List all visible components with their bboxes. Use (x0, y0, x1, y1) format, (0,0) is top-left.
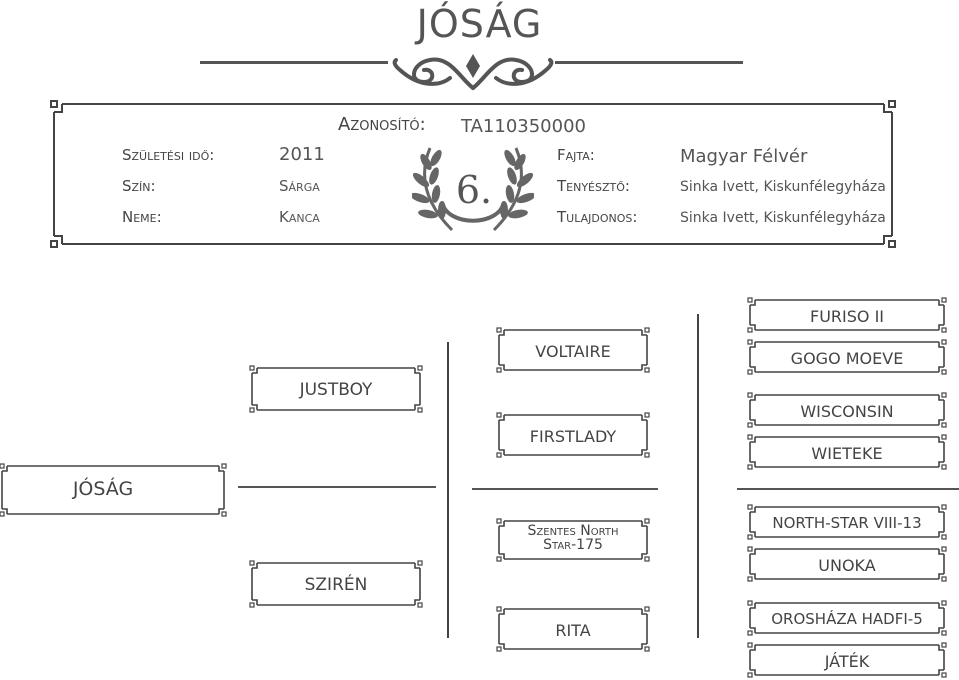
g3-box-1 (748, 298, 946, 332)
connector-gen1-vertical (447, 342, 449, 638)
sire-sire-box (497, 328, 649, 372)
g3-name-5: NORTH-STAR VIII-13 (772, 514, 922, 532)
connector-gen2 (737, 488, 959, 490)
szin-label: Szín: (122, 177, 156, 195)
sire-box (250, 366, 422, 412)
g3-name-8: JÁTÉK (824, 652, 870, 671)
scroll-ornament-icon (390, 48, 556, 92)
page-title: JÓSÁG (416, 2, 543, 46)
g3-box-3 (748, 393, 946, 427)
title-divider-right (555, 61, 743, 64)
horse-box (0, 464, 226, 516)
azonosito-label: Azonosító: (338, 114, 426, 135)
g3-name-6: UNOKA (818, 556, 876, 575)
g3-name-2: GOGO MOEVE (790, 349, 904, 368)
connector-gen1 (472, 488, 658, 490)
azonosito-value: TA110350000 (461, 116, 586, 137)
dam-box (250, 561, 422, 607)
g3-box-2 (748, 340, 946, 374)
rank-number: 6. (455, 168, 493, 212)
g3-name-7: OROSHÁZA HADFI-5 (771, 610, 923, 628)
g3-box-8 (748, 643, 946, 677)
g3-box-7 (748, 601, 946, 635)
title-divider-left (200, 61, 388, 64)
tenyeszto-value: Sinka Ivett, Kiskunfélegyháza (680, 179, 886, 195)
g3-name-3: WISCONSIN (800, 402, 894, 421)
szuletesi-value: 2011 (279, 144, 325, 165)
fajta-value: Magyar Félvér (680, 146, 808, 167)
dam-sire-box (497, 519, 649, 561)
connector-gen0 (238, 486, 436, 488)
g3-name-4: WIETEKE (811, 444, 883, 463)
sire-dam-name: FIRSTLADY (529, 427, 617, 446)
szin-value: Sárga (279, 177, 320, 195)
tulajdonos-label: Tulajdonos: (557, 208, 638, 226)
tulajdonos-value: Sinka Ivett, Kiskunfélegyháza (680, 210, 886, 226)
connector-gen2-vertical (697, 314, 699, 638)
neme-value: Kanca (279, 208, 320, 226)
g3-box-4 (748, 435, 946, 469)
horse-name: JÓSÁG (72, 478, 134, 500)
g3-box-6 (748, 547, 946, 581)
dam-dam-name: RITA (555, 621, 591, 640)
neme-label: Neme: (122, 208, 162, 226)
sire-dam-box (497, 413, 649, 457)
dam-name: SZIRÉN (304, 575, 368, 595)
dam-dam-box (497, 607, 649, 651)
sire-name: JUSTBOY (299, 380, 373, 400)
tenyeszto-label: Tenyésztő: (557, 177, 630, 195)
szuletesi-label: Születési idő: (122, 146, 215, 164)
dam-sire-name: Szentes North Star-175 (527, 523, 619, 553)
sire-sire-name: VOLTAIRE (535, 342, 611, 361)
fajta-label: Fajta: (557, 146, 595, 164)
g3-name-1: FURISO II (809, 307, 885, 326)
g3-box-5 (748, 505, 946, 539)
